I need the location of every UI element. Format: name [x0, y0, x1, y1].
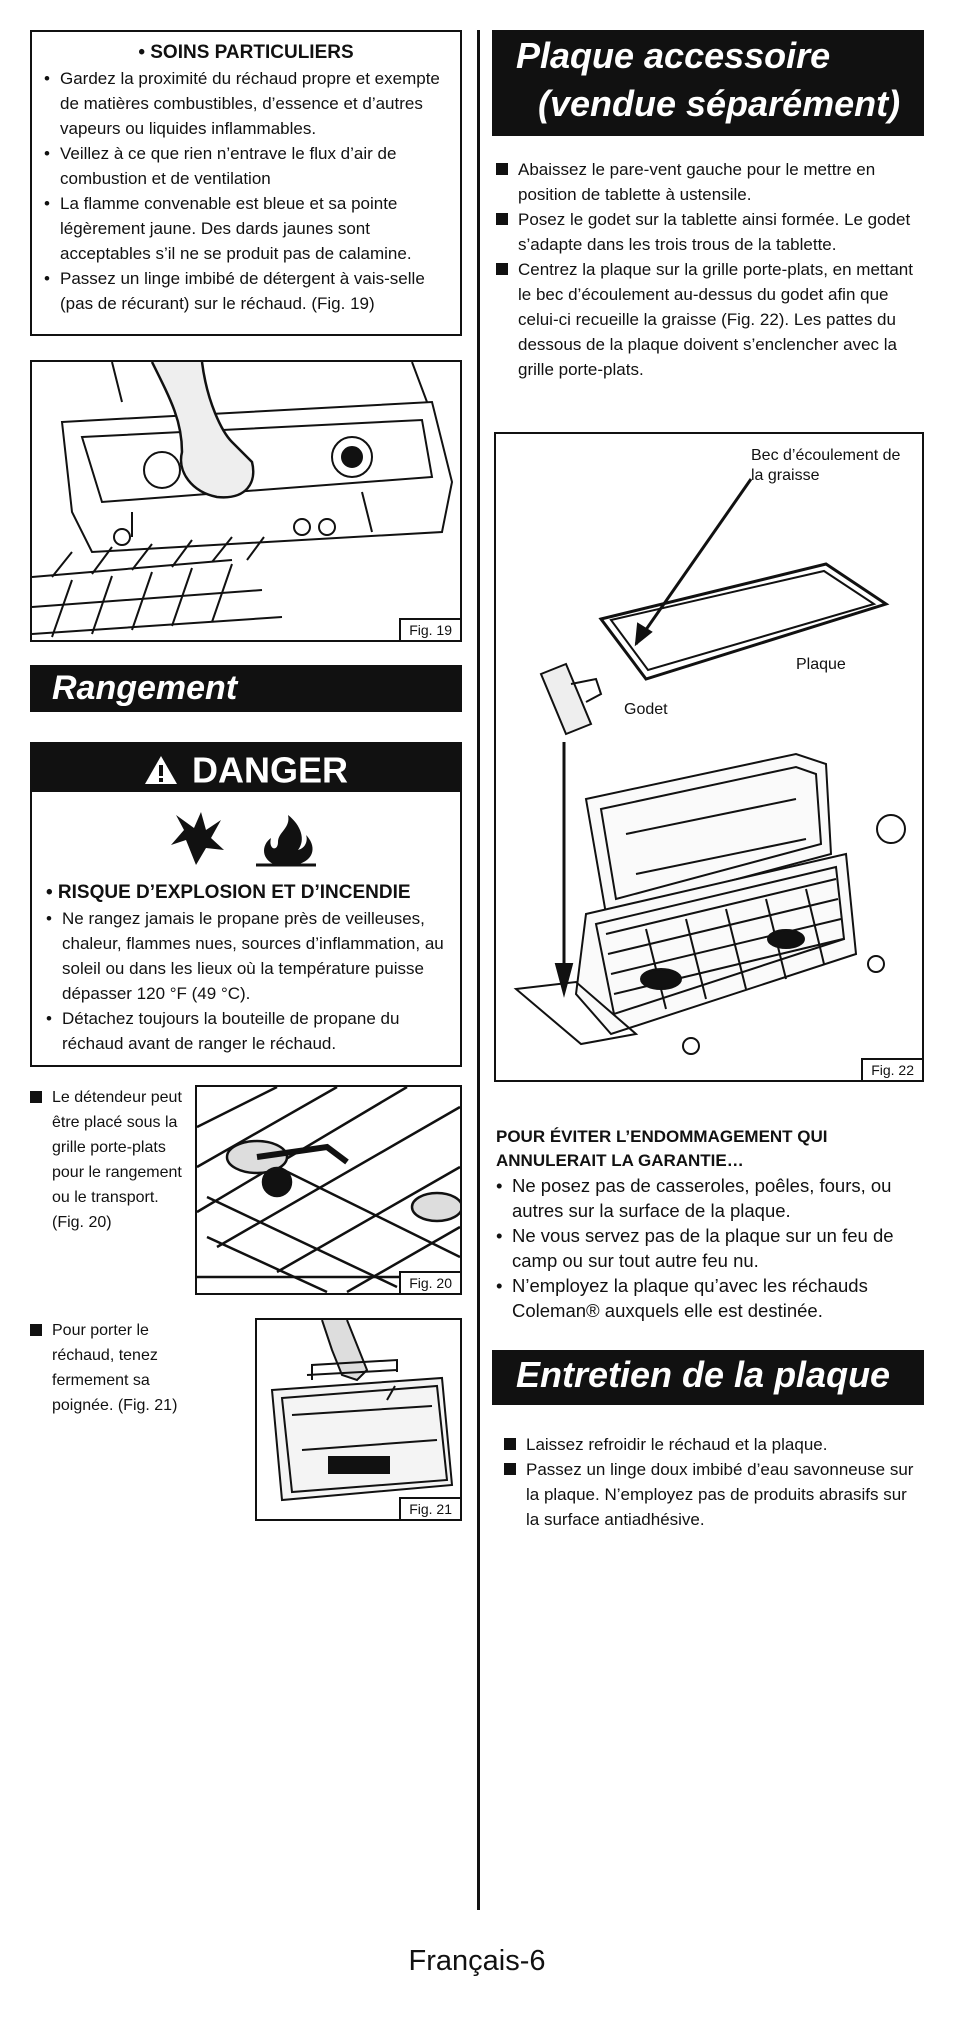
stove-cleaning-illustration: [32, 362, 460, 640]
danger-list: [46, 906, 446, 1056]
plaque-heading-line2: (vendue séparément): [538, 83, 901, 124]
callout-bec: Bec d’écoulement de la graisse: [751, 447, 901, 484]
porter-item: Pour porter le réchaud, tenez fermement sa poignée. (Fig. 21): [30, 1318, 210, 1418]
plaque-step: Abaissez le pare-vent gauche pour le mettre en position de tablette à ustensile.: [496, 157, 924, 207]
explosion-fire-icon: [166, 810, 326, 868]
rangement-heading-bar: [30, 665, 462, 712]
garantie-item: • Ne posez pas de casseroles, poêles, fours, ou autres sur la surface de la plaque.: [496, 1173, 926, 1223]
fig21-label: Fig. 21: [399, 1497, 460, 1519]
callout-godet: Godet: [624, 701, 668, 718]
fig20-label: Fig. 20: [399, 1271, 460, 1293]
garantie-item: • Ne vous servez pas de la plaque sur un feu de camp ou sur tout autre feu nu.: [496, 1223, 926, 1273]
callout-plaque: Plaque: [796, 656, 846, 673]
plaque-step: Centrez la plaque sur la grille porte-plats, en mettant le bec d’écoulement au-dessus du godet afin que celui-ci recueille la graisse (Fig. 22). Les pattes du dessous de la plaque doivent s’enclencher avec la grille porte-plats.: [496, 257, 924, 382]
warning-triangle-icon: [144, 755, 178, 785]
plaque-heading-line1: Plaque accessoire: [516, 35, 831, 76]
entretien-heading-bar: [492, 1350, 924, 1405]
danger-box: [30, 742, 462, 1067]
soins-item: • La flamme convenable est bleue et sa pointe légèrement jaune. Des dards jaunes sont acceptables s’il ne se produit pas de calamine.: [44, 191, 448, 266]
entretien-step: Passez un linge doux imbibé d’eau savonneuse sur la plaque. N’employez pas de produits abrasifs sur la surface antiadhésive.: [504, 1457, 922, 1532]
soins-title: • SOINS PARTICULIERS: [138, 42, 354, 63]
rangement-heading: Rangement: [52, 669, 238, 707]
entretien-heading: Entretien de la plaque: [516, 1354, 891, 1395]
column-divider: [477, 30, 480, 1910]
plaque-heading-bar: [492, 30, 924, 136]
danger-title: DANGER: [191, 749, 348, 791]
garantie-title: POUR ÉVITER L’ENDOMMAGEMENT QUI ANNULERAIT LA GARANTIE…: [496, 1127, 828, 1170]
fig19-illustration: [30, 360, 462, 642]
regulator-storage-illustration: [197, 1087, 460, 1293]
danger-item: • Détachez toujours la bouteille de propane du réchaud avant de ranger le réchaud.: [46, 1006, 446, 1056]
danger-item: • Ne rangez jamais le propane près de veilleuses, chaleur, flammes nues, sources d’inflammation, au soleil ou dans les lieux où la température puisse dépasser 120 °F (49 °C).: [46, 906, 446, 1006]
fig22-illustration: [494, 432, 924, 1082]
plaque-steps: [496, 157, 924, 382]
entretien-steps: [504, 1432, 922, 1532]
hazard-icons: [32, 810, 460, 870]
garantie-list: [496, 1173, 926, 1323]
risk-title: • RISQUE D’EXPLOSION ET D’INCENDIE: [46, 882, 411, 903]
garantie-section: [496, 1125, 926, 1323]
soins-item: • Veillez à ce que rien n’entrave le flux d’air de combustion et de ventilation: [44, 141, 448, 191]
detendeur-item: Le détendeur peut être placé sous la grille porte-plats pour le rangement ou le transport. (Fig. 20): [30, 1085, 190, 1235]
fig22-label: Fig. 22: [861, 1058, 922, 1080]
danger-header: [32, 744, 460, 792]
entretien-step: Laissez refroidir le réchaud et la plaque.: [504, 1432, 922, 1457]
soins-box: [30, 30, 462, 336]
page-number: Français-6: [408, 1945, 546, 1977]
plaque-step: Posez le godet sur la tablette ainsi formée. Le godet s’adapte dans les trois trous de la tablette.: [496, 207, 924, 257]
griddle-installation-illustration: [496, 434, 922, 1080]
carrying-stove-illustration: [257, 1320, 460, 1519]
garantie-item: • N’employez la plaque qu’avec les réchauds Coleman® auxquels elle est destinée.: [496, 1273, 926, 1323]
fig19-label: Fig. 19: [399, 618, 460, 640]
detendeur-note: [30, 1085, 190, 1235]
soins-item: • Gardez la proximité du réchaud propre et exempte de matières combustibles, d’essence et d’autres vapeurs ou liquides inflammables.: [44, 66, 448, 141]
fig21-illustration: [255, 1318, 462, 1521]
soins-list: [44, 66, 448, 316]
fig20-illustration: [195, 1085, 462, 1295]
porter-note: [30, 1318, 210, 1418]
soins-item: • Passez un linge imbibé de détergent à vais-selle (pas de récurant) sur le réchaud. (Fig. 19): [44, 266, 448, 316]
